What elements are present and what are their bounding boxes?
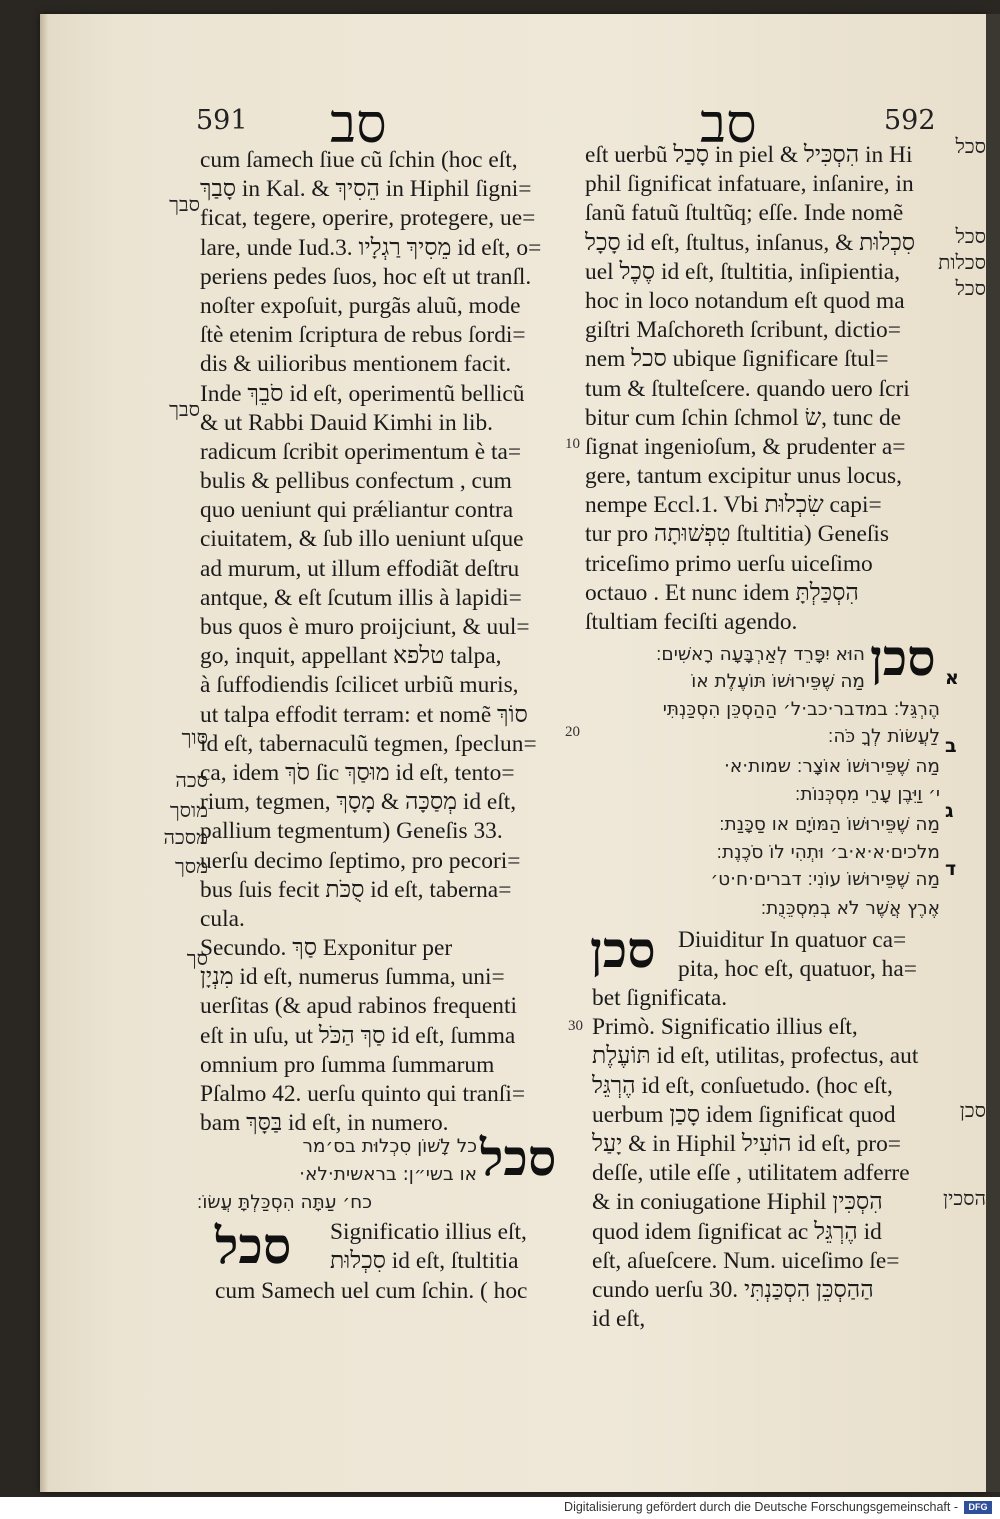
text-line: Inde סֹבֵךְ id eſt, operimentũ bellicũ: [200, 380, 525, 407]
text-line: bus ſuis fecit סֻכֹּת id eſt, taberna=: [200, 876, 512, 903]
text-line: pita, hoc eſt, quatuor, ha=: [678, 956, 917, 983]
text-line: bus quos è muro proijciunt, & uul=: [200, 614, 530, 640]
footer-credit: Digitalisierung gefördert durch die Deutsche Forschungsgemeinschaft -: [564, 1500, 958, 1514]
text-line: quo ueniunt qui prǽliantur contra: [200, 497, 514, 524]
item-letter: ב: [945, 735, 957, 757]
right-text-block-a: [678, 926, 943, 984]
text-line: phil ſignificat infatuare, inſanire, in: [585, 171, 914, 198]
text-line: ſanũ fatuũ ſtultũq; eſſe. Inde nomẽ: [585, 200, 904, 227]
hebrew-line: מַה שֶׁפֵּירוּשׁוֹ הַמּוֹיָם או סַכָּנַת׃: [719, 814, 940, 835]
margin-note: סבך: [169, 397, 200, 421]
text-line: ſtè etenim ſcriptura de rebus ſordi=: [200, 322, 526, 349]
text-line: eſt in uſu, ut סַךְ הַכֹּל id eſt, ſumma: [200, 1022, 516, 1049]
text-line: go, inquit, appellant טלפא talpa,: [200, 643, 502, 670]
line-number: 10: [565, 436, 580, 452]
left-hebrew-heading-2: סכל: [215, 1216, 292, 1275]
text-line: deſſe, utile eſſe , utilitatem adferre: [592, 1160, 910, 1187]
text-line: ad murum, ut illum effodiãt deſtru: [200, 555, 520, 582]
text-line: eſt uerbũ סָכַל in piel & הִסְכִּיל in Hi: [585, 142, 913, 168]
digitization-footer: [0, 1497, 1000, 1519]
text-line: triceſimo primo uerſu uiceſimo: [585, 550, 873, 577]
text-line: uerſu decimo ſeptimo, pro pecori=: [200, 847, 521, 874]
text-line: bam בַּסָּךְ id eſt, in numero.: [200, 1110, 449, 1137]
text-line: uerbum סָכַן idem ſignificat quod: [592, 1101, 896, 1128]
text-line: omnium pro ſumma ſummarum: [200, 1051, 495, 1078]
text-line: id eſt, tabernaculũ tegmen, ſpeclun=: [200, 730, 537, 757]
text-line: tum & ſtulteſcere. quando uero ſcri: [585, 375, 910, 402]
left-hebrew-heading-1: סכל: [480, 1128, 557, 1187]
text-line: ciuitatem, & ſub illo ueniunt uſque: [200, 526, 524, 553]
line-number: 20: [565, 724, 580, 740]
text-line: rium, tegmen, מְסַכָּה & מָסָךְ id eſt,: [200, 789, 517, 816]
right-page-number: 592: [884, 105, 936, 136]
item-letter: א: [945, 667, 959, 689]
margin-note: סכל: [955, 224, 986, 248]
right-running-heading: סב: [700, 92, 757, 155]
dfg-logo: DFG: [964, 1501, 992, 1514]
text-line: pallium tegmentum) Geneſis 33.: [200, 818, 503, 845]
left-tail-lines: [330, 1218, 570, 1276]
hebrew-line: הֶרְגֵּל׃ במדבר·כב·ל׳ הַהַסְכֵּן הִסְכַּנְתִּי: [662, 699, 940, 720]
margin-note: מסכה: [163, 825, 208, 849]
hebrew-line: מַה שֶׁפֵּירוּשׁוֹ עוֹנִי׃ דברים·ח·ט׳: [710, 869, 940, 890]
line-number: 30: [568, 1018, 583, 1034]
margin-note: סך: [186, 946, 208, 970]
hebrew-line: י׳ וַיִּבֶן עָרֵי מִסְכְּנוֹת׃: [794, 784, 940, 805]
text-line: מִנְיָן id eſt, numerus ſumma, uni=: [200, 964, 505, 991]
text-line: gere, tantum excipitur unus locus,: [585, 463, 902, 490]
right-hebrew-heading-2: סכן: [590, 920, 656, 979]
text-line: סָכָל id eſt, ſtultus, inſanus, & סִכְלוּת: [585, 229, 916, 256]
text-line: antque, & eſt ſcutum illis à lapidi=: [200, 584, 522, 611]
text-line: Pſalmo 42. uerſu quinto qui tranſi=: [200, 1081, 526, 1107]
hebrew-line: כח׳ עַתָּה הִסְכַּלְתָּ עֲשׂוֹ׃: [196, 1192, 372, 1213]
hebrew-line: הוּא יִפָּרֵד לְאַרְבָּעָה רָאשִׁים׃: [655, 644, 865, 665]
hebrew-line: אֶרֶץ אֲשֶׁר לֹא בְמִסְכֵּנֻת׃: [760, 898, 940, 919]
hebrew-line: מַה שֶׁפֵּירוּשׁוֹ תּוֹעֶלֶת אוֹ: [691, 671, 865, 692]
hebrew-line: מַה שֶׁפֵּירוּשׁוֹ אוֹצָר׃ שמות·א·: [723, 756, 940, 777]
item-letter: ג: [945, 800, 954, 822]
hebrew-line: או בשי״ן: בראשית·לא·: [299, 1164, 477, 1185]
hebrew-line: כל לָשׁוֹן סִכְלוּת בס׳מר: [302, 1136, 477, 1157]
text-line: nempe Eccl.1. Vbi שִׂכְלוּת capi=: [585, 492, 882, 519]
text-line: uerſitas (& apud rabinos frequenti: [200, 993, 517, 1020]
text-line: lare, unde Iud.3. מֵסִיךְ רַגְלָיו id eſt, o=: [200, 234, 542, 261]
text-line: bulis & pellibus confectum , cum: [200, 468, 512, 495]
item-letter: ד: [945, 858, 957, 880]
margin-note: סבך: [169, 192, 200, 216]
text-line: eſt, aſueſcere. Num. uiceſimo ſe=: [592, 1247, 900, 1274]
page-gutter: [40, 14, 48, 1492]
text-line: סִכְלוּת id eſt, ſtultitia: [330, 1248, 519, 1275]
text-line: & ut Rabbi Dauid Kimhi in lib.: [200, 409, 494, 436]
text-line: giſtri Maſchoreth ſcribunt, dictio=: [585, 317, 901, 344]
text-line: quod idem ſignificat ac הֶרְגֵּל id: [592, 1218, 882, 1245]
right-hebrew-heading-1: סכן: [870, 628, 936, 687]
margin-note: סוך: [181, 725, 208, 749]
text-line: ſtultiam feciſti agendo.: [585, 609, 798, 635]
text-line: dis & uilioribus mentionem facit.: [200, 351, 512, 378]
right-text-column: [585, 141, 940, 637]
text-line: הֶרְגֵּל id eſt, conſuetudo. (hoc eſt,: [592, 1072, 893, 1099]
text-line: Secundo. סַךְ Exponitur per: [200, 935, 453, 962]
text-line: Diuiditur In quatuor ca=: [678, 927, 907, 953]
margin-note: סכלות: [938, 250, 986, 274]
text-line: radicum ſcribit operimentum è ta=: [200, 438, 522, 465]
margin-note: מסך: [174, 854, 208, 878]
text-line: periens pedes ſuos, hoc eſt ut tranſl.: [200, 263, 532, 290]
text-line: nem סכל ubique ſignificare ſtul=: [585, 346, 889, 373]
left-page-number: 591: [196, 105, 248, 136]
text-line: bet ſignificata.: [592, 985, 728, 1011]
text-line: ficat, tegere, operire, protegere, ue=: [200, 205, 536, 232]
text-line: à ſuffodiendis ſcilicet urbiũ muris,: [200, 672, 519, 699]
text-line: ut talpa effodit terram: et nomẽ סוֹךְ: [200, 701, 528, 728]
text-line: cundo uerſu 30. הַהַסְכֵּן הִסְכַּנְתִּי: [592, 1276, 874, 1303]
text-line: סָבַךְ in Kal. & הֵסִיךְ in Hiphil ſigni=: [200, 176, 532, 203]
text-line: & in coniugatione Hiphil הִסְכִּין: [592, 1189, 883, 1216]
text-line: cula.: [200, 905, 245, 932]
left-running-heading: סב: [330, 92, 387, 155]
right-text-block-b: [592, 984, 942, 1334]
text-line: Significatio illius eſt,: [330, 1219, 527, 1245]
hebrew-line: לַעֲשׂוֹת לְךָ כֹּה׃: [827, 726, 940, 747]
text-line: octauo . Et nunc idem הִסְכַּלְתָּ: [585, 579, 859, 606]
margin-note: סכן: [959, 1098, 986, 1122]
margin-note: מוסך: [169, 798, 208, 822]
text-line: ſignat ingenioſum, & prudenter a=: [585, 433, 906, 460]
left-tail-line: [215, 1277, 575, 1306]
text-line: hoc in loco notandum eſt quod ma: [585, 287, 905, 314]
text-line: ca, idem סֹךְ ſic מוּסַךְ id eſt, tento=: [200, 759, 515, 786]
margin-note: סכל: [955, 276, 986, 300]
hebrew-line: מלכים·א·א·ב׳ וּתְהִי לוֹ סֹכֶנֶת׃: [716, 842, 940, 863]
text-line: bitur cum ſchin ſchmol שׂ, tunc de: [585, 404, 902, 431]
text-line: Primò. Significatio illius eſt,: [592, 1014, 858, 1041]
text-line: cum ſamech ſiue cũ ſchin (hoc eſt,: [200, 147, 518, 173]
margin-note: הסכין: [943, 1186, 986, 1210]
text-line: תּוֹעֶלֶת id eſt, utilitas, profectus, aut: [592, 1043, 919, 1070]
text-line: uel סֶכֶל id eſt, ſtultitia, inſipientia,: [585, 258, 901, 285]
text-line: cum Samech uel cum ſchin. ( hoc: [215, 1278, 528, 1304]
margin-note: סכה: [175, 768, 208, 792]
left-text-column: [200, 146, 570, 1138]
margin-note: סכל: [955, 134, 986, 158]
text-line: יָעַל & in Hiphil הוֹעִיל id eſt, pro=: [592, 1130, 901, 1157]
scan-border: [986, 14, 1000, 1492]
text-line: noſter expoſuit, purgãs aluũ, mode: [200, 292, 521, 319]
text-line: tur pro טִפְשׁוּתָה ſtultitia) Geneſis: [585, 521, 890, 548]
text-line: id eſt,: [592, 1306, 646, 1333]
